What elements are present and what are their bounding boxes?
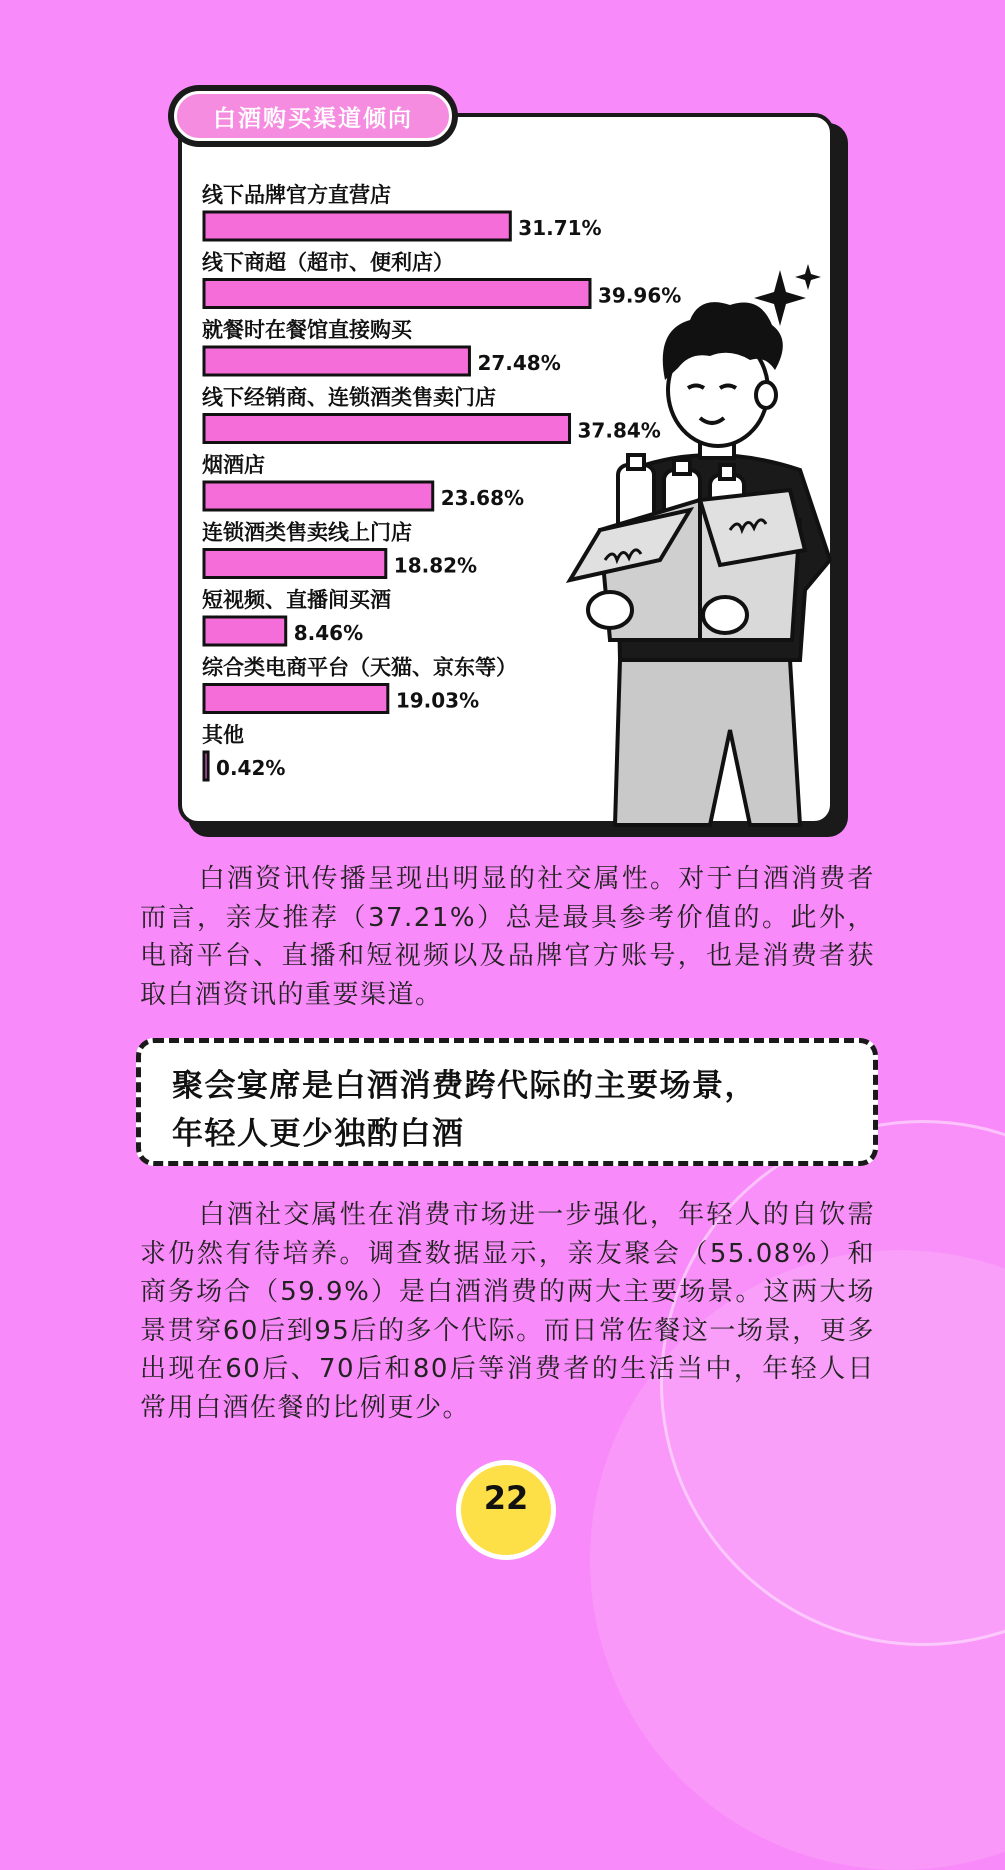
page-number-badge: [456, 1460, 556, 1560]
person-illustration: [560, 260, 850, 835]
category-label: 线下品牌官方直营店: [202, 183, 391, 207]
category-label: 连锁酒类售卖线上门店: [202, 520, 412, 545]
chart-title: 白酒购买渠道倾向: [174, 91, 452, 141]
bar: [204, 347, 469, 375]
section-heading-line-1: 聚会宴席是白酒消费跨代际的主要场景，: [172, 1068, 757, 1104]
hand: [588, 592, 632, 628]
value-label: 39.96%: [598, 283, 682, 308]
value-label: 37.84%: [577, 418, 661, 443]
category-label: 线下商超（超市、便利店）: [202, 250, 454, 275]
value-label: 23.68%: [440, 486, 525, 510]
value-label: 8.46%: [293, 621, 364, 645]
value-label: 31.71%: [518, 216, 602, 240]
category-label: 就餐时在餐馆直接购买: [202, 318, 412, 342]
pants: [615, 660, 800, 825]
value-label: 27.48%: [477, 351, 561, 375]
hand: [703, 597, 747, 633]
bar: [204, 280, 590, 308]
bar: [204, 685, 388, 713]
paragraph-1-text: 白酒资讯传播呈现出明显的社交属性。对于白酒消费者而言，亲友推荐（37.21%）总是最具参考价值的。此外，电商平台、直播和短视频以及品牌官方账号，也是消费者获取白酒资讯的重要渠道。: [140, 864, 875, 1010]
category-label: 烟酒店: [202, 453, 265, 477]
page-number: 22: [483, 1479, 529, 1517]
value-label: 19.03%: [395, 688, 480, 713]
bar: [204, 617, 286, 645]
paragraph-2-text: 白酒社交属性在消费市场进一步强化，年轻人的自饮需求仍然有待培养。调查数据显示，亲友聚会（55.08%）和商务场合（59.9%）是白酒消费的两大主要场景。这两大场景贯穿60后到95后的多个代际。而日常佐餐这一场景，更多出现在60后、70后和80后等消费者的生活当中，年轻人日常用白酒佐餐的比例更少。: [140, 1200, 875, 1423]
section-heading-line-2: 年轻人更少独酌白酒: [172, 1116, 465, 1152]
chart-title-tag: [168, 85, 458, 147]
sparkle-small-icon: [795, 264, 821, 290]
value-label: 0.42%: [216, 756, 286, 780]
bar: [204, 482, 433, 510]
category-label: 其他: [202, 723, 244, 747]
category-label: 线下经销商、连锁酒类售卖门店: [202, 385, 496, 410]
paragraph-social-info: [140, 860, 875, 1014]
paragraph-consumption-scenes: [140, 1196, 875, 1427]
bar: [204, 212, 510, 240]
bar: [204, 415, 570, 443]
bar: [204, 752, 208, 780]
category-label: 综合类电商平台（天猫、京东等）: [202, 655, 517, 680]
bar: [204, 550, 386, 578]
bar-chart: [0, 0, 1005, 860]
category-label: 短视频、直播间买酒: [202, 588, 391, 612]
value-label: 18.82%: [393, 553, 478, 578]
